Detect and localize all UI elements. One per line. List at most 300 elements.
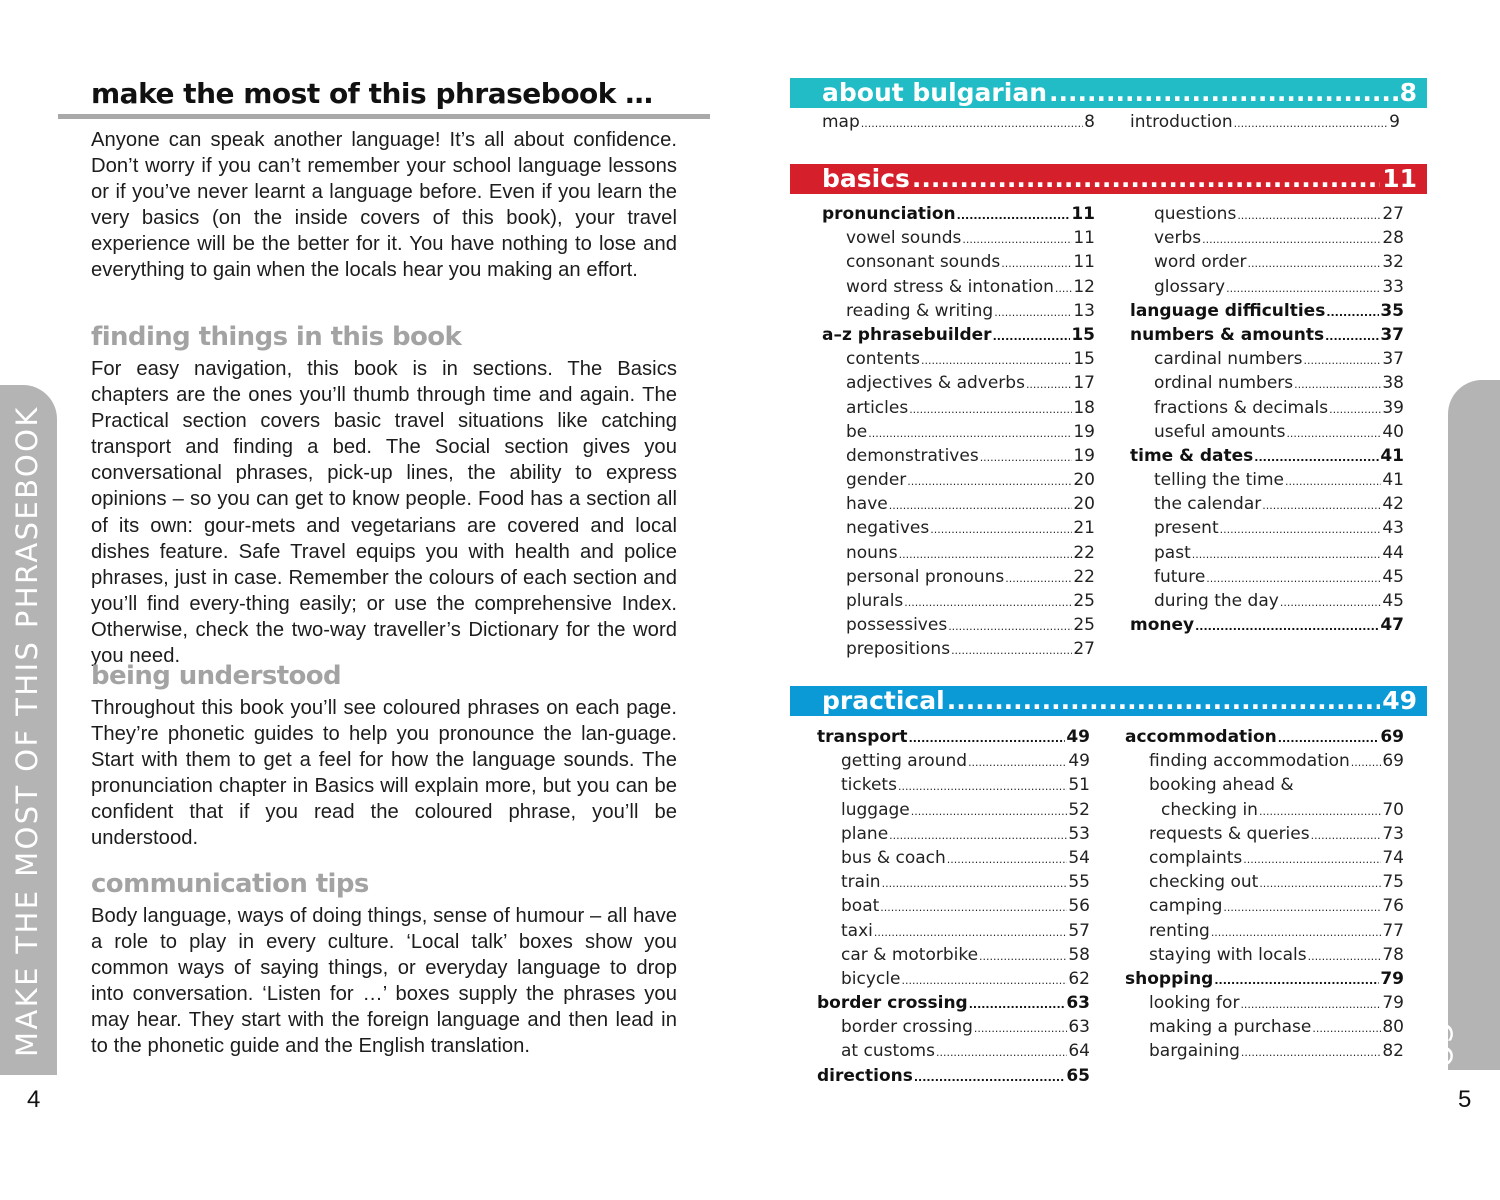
toc-entry[interactable] xyxy=(822,591,1095,615)
toc-entry-label: taxi xyxy=(841,920,873,941)
toc-entry-label: time & dates xyxy=(1130,445,1254,466)
toc-column-practical-1 xyxy=(817,727,1090,1090)
toc-entry-page: 17 xyxy=(1073,373,1095,394)
toc-entry[interactable] xyxy=(822,398,1095,422)
toc-entry-label: complaints xyxy=(1149,847,1243,868)
toc-entry[interactable] xyxy=(822,228,1095,252)
toc-entry-page: 78 xyxy=(1382,944,1404,965)
toc-entry-page: 52 xyxy=(1068,799,1090,820)
dot-leader xyxy=(947,686,1381,716)
dot-leader xyxy=(1259,805,1381,818)
toc-entry-label: word stress & intonation xyxy=(846,276,1054,297)
toc-entry-page: 21 xyxy=(1073,518,1095,539)
dot-leader xyxy=(1234,117,1389,130)
dot-leader xyxy=(1001,257,1072,270)
title-divider xyxy=(58,114,710,119)
toc-entry[interactable] xyxy=(822,252,1095,276)
toc-entry[interactable] xyxy=(1130,470,1404,494)
toc-entry-label: booking ahead & xyxy=(1149,775,1294,796)
toc-entry-page: 47 xyxy=(1380,615,1404,636)
dot-leader xyxy=(880,901,1067,914)
toc-column-basics-2 xyxy=(1130,204,1404,639)
toc-banner-basics[interactable] xyxy=(790,164,1427,194)
toc-entry-label: directions xyxy=(817,1065,913,1086)
toc-entry[interactable] xyxy=(1125,993,1404,1017)
toc-entry[interactable] xyxy=(817,1041,1090,1065)
dot-leader xyxy=(911,805,1068,818)
toc-entry-label: shopping xyxy=(1125,968,1214,989)
toc-entry[interactable] xyxy=(1130,591,1404,615)
toc-entry-label: fractions & decimals xyxy=(1154,397,1329,418)
toc-entry[interactable] xyxy=(822,325,1095,349)
toc-entry-page: 75 xyxy=(1382,872,1404,893)
dot-leader xyxy=(1240,998,1381,1011)
toc-entry-label: border crossing xyxy=(817,993,968,1014)
toc-entry-label: language difficulties xyxy=(1130,300,1326,321)
toc-entry-page: 32 xyxy=(1382,252,1404,273)
toc-entry[interactable] xyxy=(817,945,1090,969)
section-heading: being understood xyxy=(91,661,342,691)
dot-leader xyxy=(936,1046,1067,1059)
toc-entry-page: 15 xyxy=(1071,324,1095,345)
dot-leader xyxy=(909,403,1072,416)
toc-column-practical-2 xyxy=(1125,727,1404,1066)
toc-entry-page: 49 xyxy=(1068,751,1090,772)
toc-entry-page: 40 xyxy=(1382,421,1404,442)
section-paragraph: For easy navigation, this book is in sections. The Basics chapters are the ones you’ll thumb through time and again. The Practical section covers basic travel situations like catching transport and finding a bed. The Social section gives you conversational phrases, pick-up lines, the ability to express opinions – so you can get to know people. Food has a section all of its own: gour-mets and vegetarians are covered and local dishes feature. Safe Travel equips you with health and police phrases, just in case. Remember the colours of each section and you’ll find every-thing easily; or use the comprehensive Index. Otherwise, check the two-way traveller’s Dictionary for the word you need. xyxy=(91,358,677,668)
toc-entry[interactable] xyxy=(822,494,1095,518)
banner-page: 11 xyxy=(1382,164,1417,193)
toc-entry[interactable] xyxy=(1130,398,1404,422)
dot-leader xyxy=(921,354,1072,367)
toc-entry-page: 55 xyxy=(1068,872,1090,893)
toc-entry[interactable] xyxy=(1130,567,1404,591)
side-tab-label: CONTENTS xyxy=(1424,1022,1458,1200)
toc-entry-page: 69 xyxy=(1382,751,1404,772)
toc-entry[interactable] xyxy=(822,204,1095,228)
toc-entry-page: 65 xyxy=(1066,1065,1090,1086)
toc-entry-label: getting around xyxy=(841,751,968,772)
toc-entry[interactable] xyxy=(1125,921,1404,945)
toc-entry-page: 45 xyxy=(1382,591,1404,611)
toc-entry-label: introduction xyxy=(1130,112,1233,132)
toc-entry-label: transport xyxy=(817,727,908,747)
toc-entry-page: 82 xyxy=(1382,1041,1404,1062)
toc-entry-label: articles xyxy=(846,397,909,418)
toc-entry-label: bargaining xyxy=(1149,1041,1240,1062)
toc-entry[interactable] xyxy=(822,422,1095,446)
toc-entry[interactable] xyxy=(822,277,1095,301)
toc-entry[interactable] xyxy=(1130,277,1404,301)
dot-leader xyxy=(1192,548,1382,561)
toc-entry-page: 41 xyxy=(1382,470,1404,491)
toc-entry[interactable] xyxy=(1125,1041,1404,1065)
toc-entry-page: 20 xyxy=(1073,470,1095,491)
dot-leader xyxy=(979,950,1067,963)
toc-entry[interactable] xyxy=(1125,969,1404,993)
toc-entry-page: 37 xyxy=(1380,324,1404,345)
dot-leader xyxy=(1262,499,1381,512)
toc-entry[interactable] xyxy=(817,800,1090,824)
dot-leader xyxy=(1055,282,1072,295)
dot-leader xyxy=(1285,475,1381,488)
dot-leader xyxy=(1304,354,1382,367)
toc-entry-page: 76 xyxy=(1382,896,1404,917)
toc-entry-page: 63 xyxy=(1068,1017,1090,1038)
toc-entry-label: reading & writing xyxy=(846,300,994,321)
dot-leader xyxy=(1237,209,1381,222)
dot-leader xyxy=(1311,829,1382,842)
toc-entry-page: 13 xyxy=(1073,300,1095,321)
dot-leader xyxy=(874,926,1067,939)
dot-leader xyxy=(930,523,1072,536)
toc-entry-page: 51 xyxy=(1068,775,1090,796)
toc-entry-page: 27 xyxy=(1382,204,1404,224)
toc-banner-practical[interactable] xyxy=(790,686,1427,716)
toc-entry-label: vowel sounds xyxy=(846,228,962,249)
toc-entry[interactable] xyxy=(1125,800,1404,824)
toc-entry-label: pronunciation xyxy=(822,204,956,224)
section-paragraph: Body language, ways of doing things, sense of humour – all have a role to play in every culture. ‘Local talk’ boxes show you common ways of saying things, or everyday language to drop into conversation. ‘Listen for …’ boxes supply the phrases you may hear. They start with the foreign language and then lead in to the phonetic guide and the English translation. xyxy=(91,905,677,1058)
toc-entry-label: gender xyxy=(846,470,907,491)
toc-entry-page: 53 xyxy=(1068,823,1090,844)
toc-entry-page: 19 xyxy=(1073,421,1095,442)
dot-leader xyxy=(1195,620,1379,633)
toc-entry[interactable] xyxy=(1125,896,1404,920)
section-side-tab xyxy=(1424,380,1500,1200)
toc-column xyxy=(1130,112,1400,136)
toc-entry[interactable] xyxy=(1130,446,1404,470)
toc-entry-label: finding accommodation xyxy=(1149,751,1350,772)
dot-leader xyxy=(1026,378,1072,391)
toc-entry-label: prepositions xyxy=(846,639,951,660)
toc-entry-label: accommodation xyxy=(1125,727,1277,747)
toc-entry-label: looking for xyxy=(1149,993,1240,1014)
toc-entry[interactable] xyxy=(817,751,1090,775)
toc-entry[interactable] xyxy=(817,848,1090,872)
dot-leader xyxy=(1259,877,1381,890)
toc-entry-page: 80 xyxy=(1382,1017,1404,1038)
toc-entry-label: border crossing xyxy=(841,1017,973,1038)
banner-label: practical xyxy=(822,686,945,715)
dot-leader xyxy=(969,998,1066,1011)
toc-entry-page: 73 xyxy=(1382,823,1404,844)
toc-entry[interactable] xyxy=(822,446,1095,470)
toc-entry[interactable] xyxy=(817,921,1090,945)
right-page xyxy=(750,0,1500,1200)
dot-leader xyxy=(974,1022,1067,1035)
toc-entry-page: 25 xyxy=(1073,615,1095,636)
toc-entry-page: 62 xyxy=(1068,968,1090,989)
dot-leader xyxy=(1278,732,1380,745)
toc-entry[interactable] xyxy=(822,639,1095,663)
toc-entry-label: numbers & amounts xyxy=(1130,324,1325,345)
dot-leader xyxy=(914,1071,1065,1084)
dot-leader xyxy=(904,596,1072,609)
toc-entry-label: during the day xyxy=(1154,591,1279,611)
toc-entry-label: telling the time xyxy=(1154,470,1284,491)
toc-entry-page: 74 xyxy=(1382,847,1404,868)
dot-leader xyxy=(1312,1022,1381,1035)
toc-entry-page: 39 xyxy=(1382,397,1404,418)
toc-entry[interactable] xyxy=(1125,848,1404,872)
toc-entry[interactable] xyxy=(1125,775,1404,799)
toc-entry-label: camping xyxy=(1149,896,1223,917)
toc-entry-label: personal pronouns xyxy=(846,566,1005,587)
toc-entry-page: 9 xyxy=(1389,112,1400,132)
toc-entry-page: 22 xyxy=(1073,566,1095,587)
toc-entry-page: 11 xyxy=(1073,252,1095,273)
toc-entry[interactable] xyxy=(822,567,1095,591)
toc-entry[interactable] xyxy=(822,543,1095,567)
toc-entry[interactable] xyxy=(817,775,1090,799)
dot-leader xyxy=(1286,427,1381,440)
toc-entry[interactable] xyxy=(817,1066,1090,1090)
toc-entry-label: ordinal numbers xyxy=(1154,373,1294,394)
toc-entry-page: 70 xyxy=(1382,799,1404,820)
toc-entry-label: possessives xyxy=(846,615,948,636)
toc-entry-label: at customs xyxy=(841,1041,935,1062)
toc-entry-label: renting xyxy=(1149,920,1210,941)
banner-label: basics xyxy=(822,164,910,193)
toc-entry-page: 45 xyxy=(1382,566,1404,587)
dot-leader xyxy=(1280,596,1382,609)
toc-entry-page: 22 xyxy=(1073,542,1095,563)
toc-entry[interactable] xyxy=(1130,325,1404,349)
toc-entry[interactable] xyxy=(822,615,1095,639)
toc-entry-label: bus & coach xyxy=(841,847,946,868)
toc-entry-label: consonant sounds xyxy=(846,252,1001,273)
toc-entry-label: cardinal numbers xyxy=(1154,349,1303,370)
dot-leader xyxy=(948,620,1072,633)
dot-leader xyxy=(968,756,1067,769)
toc-entry-page: 38 xyxy=(1382,373,1404,394)
dot-leader xyxy=(1005,572,1072,585)
toc-entry[interactable] xyxy=(817,872,1090,896)
banner-page: 8 xyxy=(1399,78,1417,107)
toc-entry[interactable] xyxy=(1130,518,1404,542)
dot-leader xyxy=(994,306,1072,319)
toc-entry-page: 11 xyxy=(1073,228,1095,249)
dot-leader xyxy=(1226,282,1381,295)
page-number: 4 xyxy=(27,1086,41,1113)
dot-leader xyxy=(1243,853,1381,866)
toc-entry[interactable] xyxy=(817,1017,1090,1041)
dot-leader xyxy=(962,233,1072,246)
toc-entry[interactable] xyxy=(1125,751,1404,775)
toc-entry-label: demonstratives xyxy=(846,445,979,466)
dot-leader xyxy=(1325,330,1379,343)
section-finding-things xyxy=(91,320,677,669)
dot-leader xyxy=(889,499,1073,512)
toc-entry-page: 33 xyxy=(1382,276,1404,297)
toc-entry[interactable] xyxy=(1130,494,1404,518)
left-page xyxy=(0,0,750,1129)
toc-entry[interactable] xyxy=(1130,252,1404,276)
toc-entry[interactable] xyxy=(817,896,1090,920)
dot-leader xyxy=(1049,78,1398,108)
dot-leader xyxy=(951,644,1072,657)
toc-entry-label: plurals xyxy=(846,591,904,611)
toc-entry-page: 69 xyxy=(1380,727,1404,747)
toc-entry-page: 79 xyxy=(1380,968,1404,989)
intro-block xyxy=(91,127,677,284)
section-paragraph: Throughout this book you’ll see coloured phrases on each page. They’re phonetic guides to help you pronounce the lan-guage. Start with them to get a feel for how the language sounds. The pronunciation chapter in Basics will explain more, but you can be confident that if you read the coloured phrase, you’ll be understood. xyxy=(91,697,677,850)
toc-entry-page: 58 xyxy=(1068,944,1090,965)
toc-entry-label: money xyxy=(1130,615,1195,636)
dot-leader xyxy=(899,548,1073,561)
toc-entry-page: 19 xyxy=(1073,445,1095,466)
dot-leader xyxy=(980,451,1073,464)
dot-leader xyxy=(1214,974,1379,987)
dot-leader xyxy=(909,732,1066,745)
dot-leader xyxy=(993,330,1071,343)
toc-entry[interactable] xyxy=(822,373,1095,397)
toc-entry-label: contents xyxy=(846,349,920,370)
toc-entry[interactable] xyxy=(1125,872,1404,896)
side-tab-label: MAKE THE MOST OF THIS PHRASEBOOK xyxy=(9,405,44,1057)
toc-entry-label: have xyxy=(846,494,888,515)
toc-entry-label: past xyxy=(1154,542,1191,563)
toc-entry-page: 56 xyxy=(1068,896,1090,917)
dot-leader xyxy=(1294,378,1381,391)
toc-entry-label: checking out xyxy=(1149,872,1259,893)
dot-leader xyxy=(907,475,1072,488)
toc-entry[interactable] xyxy=(1125,727,1404,751)
toc-entry[interactable] xyxy=(1130,349,1404,373)
toc-entry-label: making a purchase xyxy=(1149,1017,1312,1038)
toc-entry-label: the calendar xyxy=(1154,494,1262,515)
toc-entry[interactable] xyxy=(817,824,1090,848)
toc-entry-page: 43 xyxy=(1382,518,1404,539)
toc-entry-label: plane xyxy=(841,823,889,844)
toc-entry[interactable] xyxy=(817,993,1090,1017)
toc-entry[interactable] xyxy=(1125,945,1404,969)
toc-column xyxy=(822,112,1095,136)
dot-leader xyxy=(1202,233,1381,246)
toc-entry-page: 12 xyxy=(1073,276,1095,297)
dot-leader xyxy=(957,209,1071,222)
toc-entry-page: 79 xyxy=(1382,993,1404,1014)
dot-leader xyxy=(898,780,1067,793)
dot-leader xyxy=(1329,403,1381,416)
toc-entry-label: map xyxy=(822,112,860,132)
toc-entry-label: bicycle xyxy=(841,968,901,989)
toc-entry[interactable] xyxy=(1130,543,1404,567)
toc-entry-label: word order xyxy=(1154,252,1247,273)
banner-label: about bulgarian xyxy=(822,78,1047,107)
toc-entry-page: 44 xyxy=(1382,542,1404,563)
toc-entry[interactable] xyxy=(1125,824,1404,848)
toc-entry[interactable] xyxy=(822,112,1095,136)
toc-entry-page: 63 xyxy=(1066,993,1090,1014)
toc-entry[interactable] xyxy=(822,349,1095,373)
toc-entry-label: nouns xyxy=(846,542,898,563)
dot-leader xyxy=(889,829,1067,842)
toc-entry-label: staying with locals xyxy=(1149,944,1307,965)
toc-entry[interactable] xyxy=(817,969,1090,993)
section-heading: finding things in this book xyxy=(91,322,462,352)
toc-entry-page: 8 xyxy=(1084,112,1095,132)
toc-entry-label: verbs xyxy=(1154,228,1202,249)
dot-leader xyxy=(1326,306,1379,319)
toc-entry-label: tickets xyxy=(841,775,897,796)
toc-entry[interactable] xyxy=(1130,615,1404,639)
toc-entry-page: 20 xyxy=(1073,494,1095,515)
toc-entry-label: car & motorbike xyxy=(841,944,979,965)
toc-entry-label: questions xyxy=(1154,204,1237,224)
toc-entry[interactable] xyxy=(1130,228,1404,252)
toc-entry-label: boat xyxy=(841,896,880,917)
dot-leader xyxy=(882,877,1068,890)
section-being-understood xyxy=(91,659,677,852)
dot-leader xyxy=(1248,257,1382,270)
toc-entry-page: 35 xyxy=(1380,300,1404,321)
toc-entry-page: 57 xyxy=(1068,920,1090,941)
section-heading: communication tips xyxy=(91,869,369,899)
toc-entry-label: adjectives & adverbs xyxy=(846,373,1025,394)
dot-leader xyxy=(1211,926,1382,939)
toc-entry[interactable] xyxy=(1130,422,1404,446)
toc-entry-label: checking in xyxy=(1161,799,1258,820)
toc-entry-label: be xyxy=(846,421,868,442)
dot-leader xyxy=(1206,572,1381,585)
toc-entry-label: glossary xyxy=(1154,276,1226,297)
toc-entry-page: 64 xyxy=(1068,1041,1090,1062)
toc-entry-page: 27 xyxy=(1073,639,1095,660)
toc-entry-page: 18 xyxy=(1073,397,1095,418)
toc-banner-about-bulgarian[interactable] xyxy=(790,78,1427,108)
toc-entry-label: a–z phrasebuilder xyxy=(822,324,992,345)
toc-entry-label: useful amounts xyxy=(1154,421,1286,442)
toc-entry[interactable] xyxy=(822,518,1095,542)
section-side-tab xyxy=(0,385,57,1075)
toc-entry-page: 42 xyxy=(1382,494,1404,515)
banner-page: 49 xyxy=(1382,686,1417,715)
dot-leader xyxy=(947,853,1068,866)
toc-entry-label: requests & queries xyxy=(1149,823,1310,844)
page-title: make the most of this phrasebook … xyxy=(91,77,653,110)
toc-entry-page: 25 xyxy=(1073,591,1095,611)
dot-leader xyxy=(861,117,1083,130)
dot-leader xyxy=(1351,756,1382,769)
toc-entry[interactable] xyxy=(817,727,1090,751)
dot-leader xyxy=(901,974,1067,987)
toc-column-basics-1 xyxy=(822,204,1095,664)
toc-entry[interactable] xyxy=(1125,1017,1404,1041)
toc-entry-page: 28 xyxy=(1382,228,1404,249)
toc-entry-page: 15 xyxy=(1073,349,1095,370)
toc-entry-label: negatives xyxy=(846,518,930,539)
toc-entry-label: future xyxy=(1154,566,1206,587)
toc-entry[interactable] xyxy=(822,470,1095,494)
toc-entry[interactable] xyxy=(822,301,1095,325)
toc-entry[interactable] xyxy=(1130,373,1404,397)
toc-entry[interactable] xyxy=(1130,204,1404,228)
dot-leader xyxy=(1241,1046,1381,1059)
toc-entry-page: 41 xyxy=(1380,445,1404,466)
toc-entry[interactable] xyxy=(1130,112,1400,136)
page-number: 5 xyxy=(1458,1086,1472,1113)
toc-entry-label: present xyxy=(1154,518,1219,539)
dot-leader xyxy=(1254,451,1379,464)
dot-leader xyxy=(1220,523,1382,536)
toc-entry[interactable] xyxy=(1130,301,1404,325)
toc-entry-label: train xyxy=(841,872,881,893)
toc-entry-page: 77 xyxy=(1382,920,1404,941)
dot-leader xyxy=(1223,901,1381,914)
toc-entry-page: 49 xyxy=(1066,727,1090,747)
